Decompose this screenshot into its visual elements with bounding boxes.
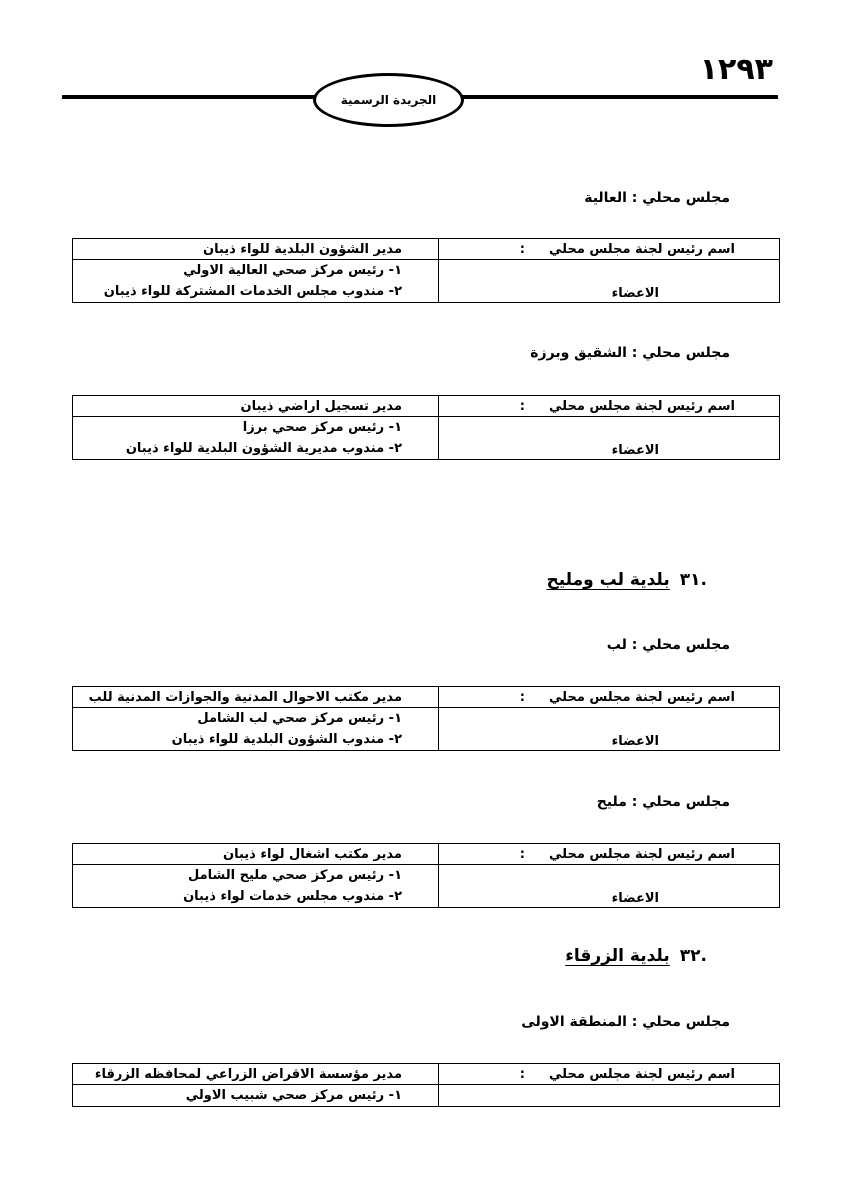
member-item: ٢- مندوب مديرية الشؤون البلدية للواء ذيبان [125, 441, 402, 456]
council-title-aliya: مجلس محلي : العالية [584, 190, 730, 206]
committee-table-lib [72, 686, 780, 751]
head-colon: : [519, 398, 525, 414]
head-label-cell [439, 844, 780, 865]
head-colon: : [519, 241, 525, 257]
head-value: مدير تسجيل اراضي ذيبان [73, 396, 439, 417]
members-cell [73, 1085, 439, 1107]
head-colon: : [519, 689, 525, 705]
head-label-cell [439, 687, 780, 708]
committee-table-mleih [72, 843, 780, 908]
council-title-lib: مجلس محلي : لب [606, 637, 730, 653]
page-number: ١٢٩٣ [699, 52, 773, 87]
head-value: مدير مكتب اشغال لواء ذيبان [73, 844, 439, 865]
head-colon: : [519, 846, 525, 862]
head-label: اسم رئيس لجنة مجلس محلي [548, 398, 735, 414]
head-label-cell [439, 396, 780, 417]
committee-table-first-region [72, 1063, 780, 1107]
member-item: ٢- مندوب الشؤون البلدية للواء ذيبان [171, 732, 402, 747]
head-value: مدير الشؤون البلدية للواء ذيبان [73, 239, 439, 260]
gazette-name-oval [313, 73, 464, 127]
member-item: ١- رئيس مركز صحي لب الشامل [197, 711, 402, 726]
council-title-shuqaiq: مجلس محلي : الشقيق وبرزة [530, 345, 730, 361]
members-label: الاعضاء [439, 417, 780, 460]
head-label: اسم رئيس لجنة مجلس محلي [548, 846, 735, 862]
committee-table-aliya [72, 238, 780, 303]
council-title-mleih: مجلس محلي : مليح [596, 794, 730, 810]
council-title-first-region: مجلس محلي : المنطقة الاولى [521, 1014, 730, 1030]
head-colon: : [519, 1066, 525, 1082]
members-cell [73, 865, 439, 908]
head-label: اسم رئيس لجنة مجلس محلي [548, 1066, 735, 1082]
member-item: ١- رئيس مركز صحي برزا [242, 420, 402, 435]
members-label: الاعضاء [439, 260, 780, 303]
members-cell [73, 708, 439, 751]
section-title: بلدية لب ومليح [546, 570, 670, 590]
head-value: مدير مؤسسة الاقراض الزراعي لمحافظه الزرقاء [73, 1064, 439, 1085]
member-item: ١- رئيس مركز صحي مليح الشامل [187, 868, 402, 883]
head-label: اسم رئيس لجنة مجلس محلي [548, 241, 735, 257]
members-label: الاعضاء [439, 865, 780, 908]
member-item: ٢- مندوب مجلس خدمات لواء ذيبان [183, 889, 402, 904]
gazette-name: الجريدة الرسمية [340, 93, 437, 107]
head-value: مدير مكتب الاحوال المدنية والجوازات المدنية للب [73, 687, 439, 708]
head-label: اسم رئيس لجنة مجلس محلي [548, 689, 735, 705]
members-cell [73, 417, 439, 460]
member-item: ١- رئيس مركز صحي شبيب الاولي [185, 1088, 402, 1103]
section-number: .٣١ [679, 570, 707, 590]
members-cell [73, 260, 439, 303]
head-label-cell [439, 1064, 780, 1085]
section-title: بلدية الزرقاء [565, 946, 670, 966]
committee-table-shuqaiq [72, 395, 780, 460]
members-label: الاعضاء [439, 708, 780, 751]
head-label-cell [439, 239, 780, 260]
section-heading-31 [546, 570, 707, 590]
member-item: ٢- مندوب مجلس الخدمات المشتركة للواء ذيبان [103, 284, 402, 299]
member-item: ١- رئيس مركز صحي العالية الاولي [183, 263, 402, 278]
section-heading-32 [565, 946, 707, 966]
members-label-cell [439, 1085, 780, 1107]
section-number: .٣٢ [679, 946, 707, 966]
